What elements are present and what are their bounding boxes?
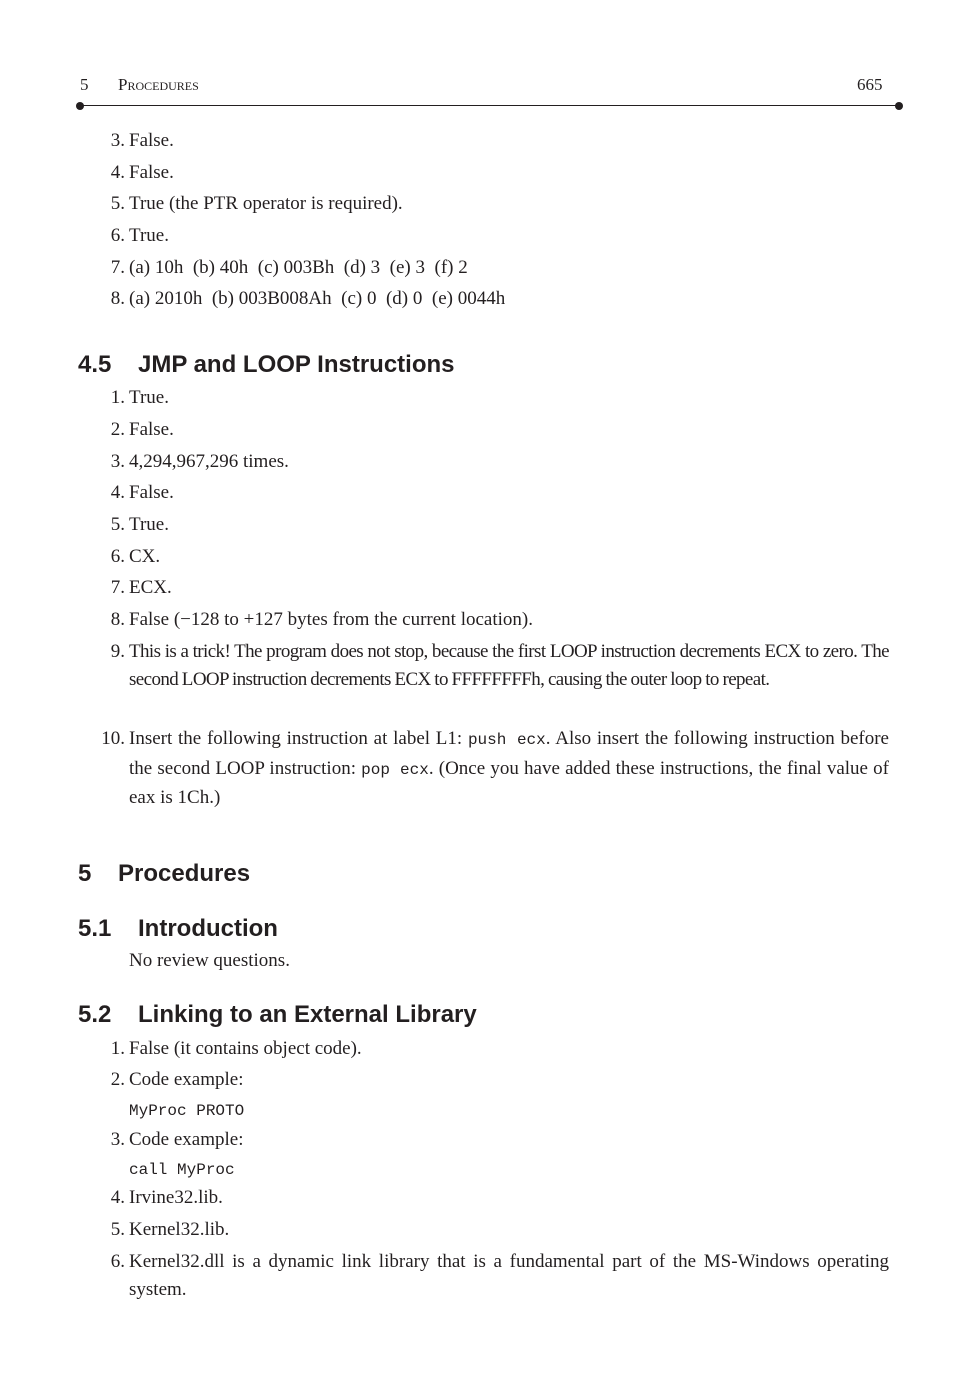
list-item <box>75 511 889 539</box>
text-segment: . (Once you have added these instructions, the final value of eax is 1Ch.) <box>129 757 890 808</box>
text-segment: Insert the following instruction at label L1: <box>129 728 468 749</box>
section-number: 5.2 <box>78 1001 112 1028</box>
item-number: 3. <box>110 451 125 472</box>
item-number: 6. <box>110 225 125 246</box>
list-item <box>75 1248 889 1303</box>
list-item <box>75 1126 889 1154</box>
item-number: 4. <box>110 1187 125 1208</box>
code-example: call MyProc <box>129 1161 235 1179</box>
item-text: False. <box>129 482 174 503</box>
item-text <box>129 725 889 812</box>
running-chapter-title: Procedures <box>118 75 199 94</box>
chapter-title: Procedures <box>118 860 251 887</box>
list-item <box>75 1216 889 1244</box>
section-title: Introduction <box>138 915 278 942</box>
item-text: (a) 10h (b) 40h (c) 003Bh (d) 3 (e) 3 (f) 2 <box>129 257 468 278</box>
page-number: 665 <box>857 75 883 94</box>
item-text: False (−128 to +127 bytes from the current location). <box>129 609 533 630</box>
section-heading-5-1 <box>78 915 278 943</box>
item-text: ECX. <box>129 577 172 598</box>
item-text: False. <box>129 130 174 151</box>
inline-code: pop ecx <box>361 760 429 779</box>
item-text: False. <box>129 419 174 440</box>
item-number: 6. <box>110 546 125 567</box>
item-text: Kernel32.lib. <box>129 1219 230 1240</box>
item-number: 9. <box>110 641 125 662</box>
item-text: False. <box>129 162 174 183</box>
item-number: 5. <box>110 514 125 535</box>
section-title: JMP and LOOP Instructions <box>138 351 455 378</box>
list-item <box>75 543 889 571</box>
code-example: MyProc PROTO <box>129 1102 245 1120</box>
item-number: 7. <box>110 577 125 598</box>
list-item <box>75 1035 889 1063</box>
list-item <box>75 448 889 476</box>
item-number: 5. <box>110 193 125 214</box>
list-item <box>75 190 889 218</box>
item-text: True (the PTR operator is required). <box>129 193 403 214</box>
item-text: True. <box>129 514 169 535</box>
list-item <box>75 1184 889 1212</box>
item-text: (a) 2010h (b) 003B008Ah (c) 0 (d) 0 (e) 0044h <box>129 288 506 309</box>
item-number: 4. <box>110 482 125 503</box>
running-chapter-number: 5 <box>80 75 89 94</box>
list-item <box>75 416 889 444</box>
item-number: 8. <box>110 609 125 630</box>
item-number: 2. <box>110 1069 125 1090</box>
section-heading-5-2 <box>78 1001 477 1029</box>
section-heading-4-5 <box>78 351 455 379</box>
item-number: 6. <box>110 1251 125 1272</box>
list-item <box>75 127 889 155</box>
section-number: 5.1 <box>78 915 112 942</box>
item-number: 7. <box>110 257 125 278</box>
list-item <box>75 574 889 602</box>
list-item <box>75 725 889 812</box>
item-number: 4. <box>110 162 125 183</box>
section-title: Linking to an External Library <box>138 1001 477 1028</box>
item-number: 2. <box>110 419 125 440</box>
list-item <box>75 638 889 693</box>
header-rule <box>80 105 899 106</box>
item-text: CX. <box>129 546 161 567</box>
list-item <box>75 254 889 282</box>
list-item <box>75 159 889 187</box>
list-item <box>75 1066 889 1094</box>
item-text: Kernel32.dll is a dynamic link library that is a fundamental part of the MS-Windows operating system. <box>129 1251 889 1300</box>
section-text: No review questions. <box>129 950 290 971</box>
section-number: 4.5 <box>78 351 112 378</box>
item-number: 3. <box>110 1129 125 1150</box>
item-text: Code example: <box>129 1129 244 1150</box>
chapter-number: 5 <box>78 860 92 887</box>
item-text: True. <box>129 225 169 246</box>
list-item <box>75 384 889 412</box>
item-text: This is a trick! The program does not stop, because the first LOOP instruction decrements ECX to zero. The second LOOP instruction decrements ECX to FFFFFFFFh, causing the outer loop to repeat. <box>129 641 889 690</box>
item-number: 1. <box>110 1038 125 1059</box>
item-text: False (it contains object code). <box>129 1038 362 1059</box>
item-number: 1. <box>110 387 125 408</box>
item-text: 4,294,967,296 times. <box>129 451 289 472</box>
item-text: Code example: <box>129 1069 244 1090</box>
list-item <box>75 606 889 634</box>
list-item <box>75 479 889 507</box>
chapter-heading <box>78 860 250 888</box>
rule-dot-left <box>76 102 84 110</box>
item-number: 8. <box>110 288 125 309</box>
list-item <box>75 285 889 313</box>
list-item <box>75 222 889 250</box>
inline-code: push ecx <box>467 731 546 749</box>
text-segment: . Also insert the following instruction before the second LOOP instruction: <box>129 728 889 779</box>
item-text: Irvine32.lib. <box>129 1187 223 1208</box>
item-number: 5. <box>110 1219 125 1240</box>
rule-dot-right <box>895 102 903 110</box>
item-number: 3. <box>110 130 125 151</box>
item-number: 10. <box>101 728 125 749</box>
item-text: True. <box>129 387 169 408</box>
